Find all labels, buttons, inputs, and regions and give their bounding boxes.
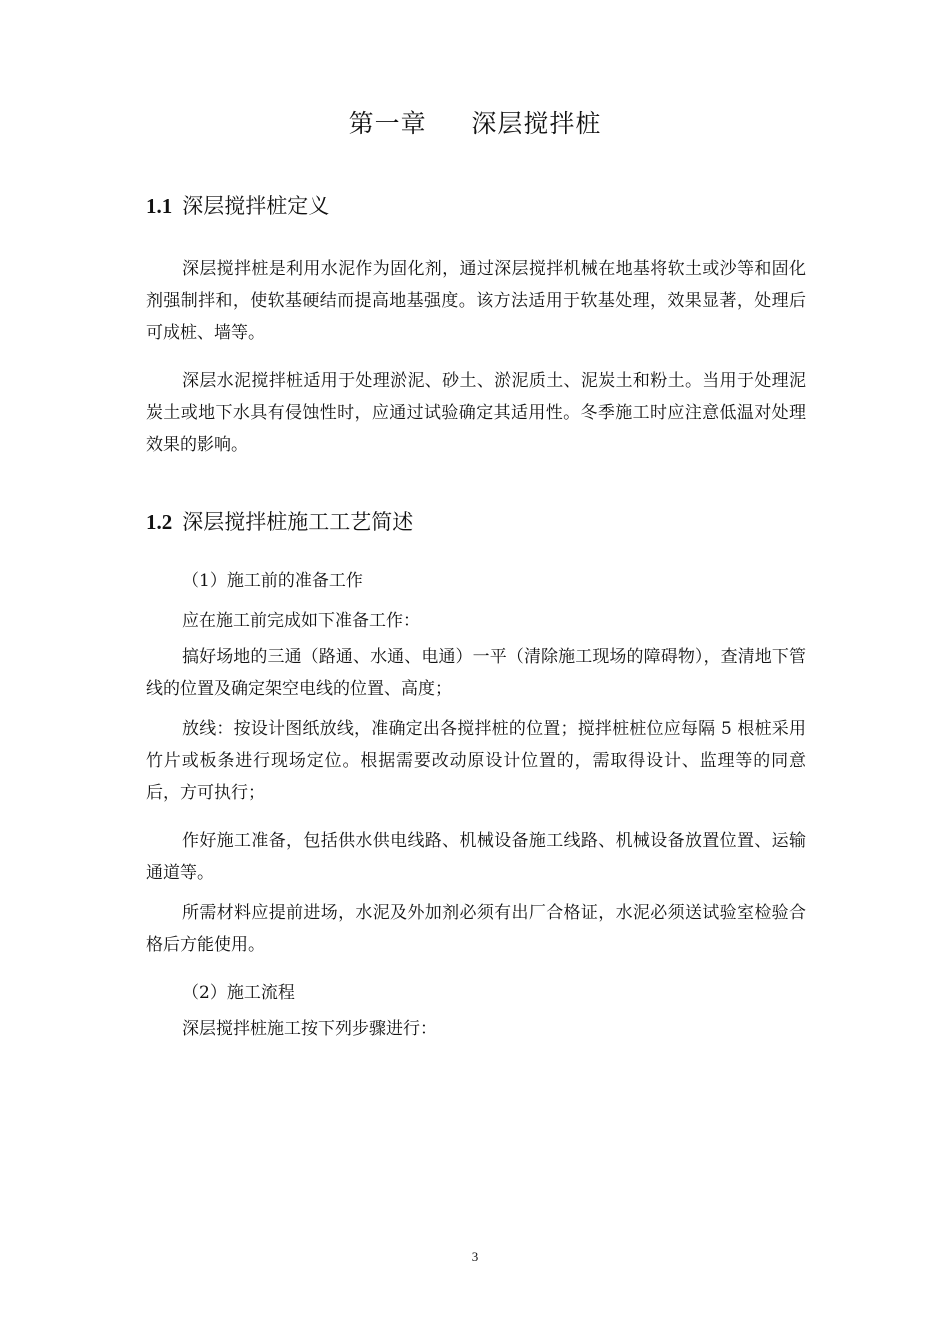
sub-heading: （1）施工前的准备工作: [182, 571, 363, 591]
section-title: 深层搅拌桩施工工艺简述: [182, 510, 414, 534]
section-number: 1.1: [146, 194, 173, 218]
section-title: 深层搅拌桩定义: [182, 194, 330, 218]
paragraph: 搞好场地的三通（路通、水通、电通）一平（清除施工现场的障碍物），查清地下管线的位置及确定架空电线的位置、高度；: [146, 647, 806, 699]
paragraph: 深层搅拌桩施工按下列步骤进行：: [182, 1019, 437, 1039]
chapter-title: 第一章 深层搅拌桩: [348, 109, 602, 138]
paragraph: 深层水泥搅拌桩适用于处理淤泥、砂土、淤泥质土、泥炭土和粉土。当用于处理泥炭土或地下水具有侵蚀性时，应通过试验确定其适用性。冬季施工时应注意低温对处理效果的影响。: [146, 371, 806, 455]
paragraph: 深层搅拌桩是利用水泥作为固化剂，通过深层搅拌机械在地基将软土或沙等和固化剂强制拌和，使软基硬结而提高地基强度。该方法适用于软基处理，效果显著，处理后可成桩、墙等。: [146, 259, 806, 343]
section-heading-1-2: [146, 507, 826, 537]
page-number: 3: [471, 1249, 479, 1264]
section-number: 1.2: [146, 510, 173, 534]
paragraph: 放线：按设计图纸放线，准确定出各搅拌桩的位置；搅拌桩桩位应每隔 5 根桩采用竹片或板条进行现场定位。根据需要改动原设计位置的，需取得设计、监理等的同意后，方可执行；: [146, 719, 806, 803]
paragraph: 所需材料应提前进场，水泥及外加剂必须有出厂合格证，水泥必须送试验室检验合格后方能使用。: [146, 903, 806, 955]
sub-heading: （2）施工流程: [182, 983, 295, 1003]
paragraph: 作好施工准备，包括供水供电线路、机械设备施工线路、机械设备放置位置、运输通道等。: [146, 831, 806, 883]
paragraph: 应在施工前完成如下准备工作：: [182, 611, 420, 631]
section-heading-1-1: [146, 191, 826, 221]
